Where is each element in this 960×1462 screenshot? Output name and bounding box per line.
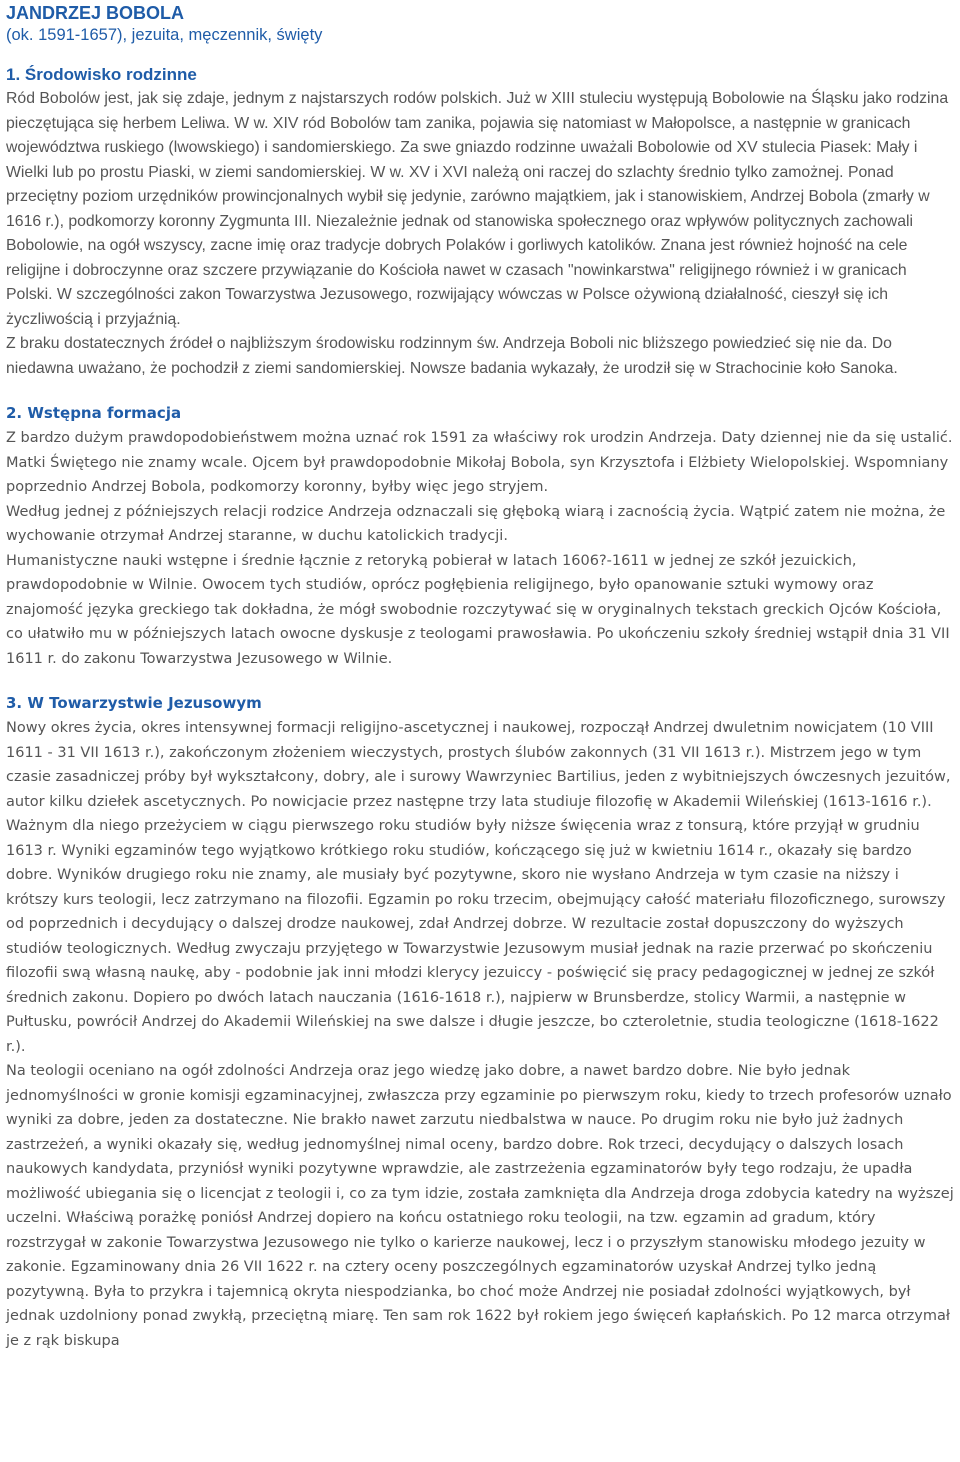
section-heading bbox=[6, 62, 954, 87]
paragraph: Z bardzo dużym prawdopodobieństwem można uznać rok 1591 za właściwy rok urodzin Andrzeja. Daty dziennej nie da się ustalić. Matki Świętego nie znamy wcale. Ojcem był prawdopodobnie Mikołaj Bobola, syn Krzysztofa i Elżbiety Wielopolskiej. Wspomniany poprzednio Andrzej Bobola, podkomorzy koronny, byłby więc jego stryjem. bbox=[6, 430, 953, 495]
section-society-of-jesus bbox=[6, 691, 954, 1353]
section-heading bbox=[6, 401, 954, 426]
paragraph: Humanistyczne nauki wstępne i średnie łącznie z retoryką pobierał w latach 1606?-1611 w jednej ze szkół jezuickich, prawdopodobnie w Wilnie. Owocem tych studiów, oprócz pogłębienia religijnego, było opanowanie sztuki wymowy oraz znajomość języka greckiego tak dokładna, że mógł swobodnie rozczytywać się w oryginalnych tekstach greckich Ojców Kościoła, co ułatwiło mu w późniejszych latach owocne dyskusje z teologami prawosławia. Po ukończeniu szkoły średniej wstąpił dnia 31 VII 1611 r. do zakonu Towarzystwa Jezusowego w Wilnie. bbox=[6, 552, 950, 667]
section-number: 1. bbox=[6, 65, 21, 84]
section-title: Wstępna formacja bbox=[27, 404, 182, 422]
section-title: W Towarzystwie Jezusowym bbox=[27, 694, 262, 712]
paragraph: Na teologii oceniano na ogół zdolności Andrzeja oraz jego wiedzę jako dobre, a nawet bardzo dobre. Nie było jednak jednomyślności w gronie komisji egzaminacyjnej, zwłaszcza przy egzaminie po pierwszym roku, kiedy to trzech profesorów uznało wyniki za dobre, jeden za dostateczne. Nie brakło nawet zarzutu niedbalstwa w nauce. Po drugim roku nie było już żadnych zastrzeżeń, a wyniki okazały się, według jednomyślnej nimal oceny, bardzo dobre. Rok trzeci, decydujący o dalszych losach naukowych kandydata, przyniósł wyniki pozytywne wprawdzie, ale zastrzeżenia egzaminatorów były tego rodzaju, że upadła możliwość ubiegania się o licencjat z teologii i, co za tym idzie, została zamknięta dla Andrzeja droga zdobycia katedry na wyższej uczelni. Właściwą porażkę poniósł Andrzej dopiero na końcu ostatniego roku teologii, na tzw. egzamin ad gradum, który rozstrzygał w zakonie Towarzystwa Jezusowego nie tylko o karierze naukowej, lecz i o przyszłym stanowisku młodego jezuity w zakonie. Egzaminowany dnia 26 VII 1622 r. na cztery oceny poszczególnych egzaminatorów uzyskał Andrzej tylko jedną pozytywną. Była to przykra i tajemnicą okryta niespodzianka, bo choć może Andrzej nie posiadał zdolności wyjątkowych, był jednak uzdolniony ponad zwykłą, przeciętną miarę. Ten sam rok 1622 był rokiem jego święceń kapłańskich. Po 12 marca otrzymał je z rąk biskupa bbox=[6, 1063, 954, 1349]
page-title: JANDRZEJ BOBOLA bbox=[6, 3, 185, 23]
section-heading bbox=[6, 691, 954, 716]
section-title: Środowisko rodzinne bbox=[24, 65, 197, 84]
paragraph: Według jednej z późniejszych relacji rodzice Andrzeja odznaczali się głęboką wiarą i zacnością życia. Wątpić zatem nie można, że wychowanie otrzymał Andrzej staranne, w duchu katolickich tradycji. bbox=[6, 503, 946, 544]
paragraph: Z braku dostatecznych źródeł o najbliższym środowisku rodzinnym św. Andrzeja Boboli nic bliższego powiedzieć się nie da. Do niedawna uważano, że pochodził z ziemi sandomierskiej. Nowsze badania wykazały, że urodził się w Strachocinie koło Sanoka. bbox=[6, 335, 898, 377]
page-subtitle: (ok. 1591-1657), jezuita, męczennik, święty bbox=[6, 26, 323, 44]
section-number: 3. bbox=[6, 694, 23, 712]
section-initial-formation bbox=[6, 401, 954, 671]
section-number: 2. bbox=[6, 404, 23, 422]
section-family-background bbox=[6, 62, 954, 381]
paragraph: Nowy okres życia, okres intensywnej formacji religijno-ascetycznej i naukowej, rozpoczął Andrzej dwuletnim nowicjatem (10 VIII 1611 - 31 VII 1613 r.), zakończonym złożeniem wieczystych, prostych ślubów zakonnych (31 VII 1613 r.). Mistrzem jego w tym czasie zasadniczej próby był wykształcony, dobry, ale i surowy Wawrzyniec Bartilius, jeden z wybitniejszych ówczesnych jezuitów, autor kilku dziełek ascetycznych. Po nowicjacie przez następne trzy lata studiuje filozofię w Akademii Wileńskiej (1613-1616 r.). Ważnym dla niego przeżyciem w ciągu pierwszego roku studiów były niższe święcenia wraz z tonsurą, które przyjął w grudniu 1613 r. Wyniki egzaminów tego wyjątkowo krótkiego roku studiów, kończącego się już w kwietniu 1614 r., okazały się bardzo dobre. Wyników drugiego roku nie znamy, ale musiały być pozytywne, skoro nie wysłano Andrzeja w tym czasie na niższy i krótszy kurs teologii, lecz zatrzymano na filozofii. Egzamin po roku trzecim, obejmujący całość materiału filozoficznego, surowszy od poprzednich i decydujący o dalszej drodze naukowej, zdał Andrzej dobrze. W rezultacie został dopuszczony do wyższych studiów teologicznych. Według zwyczaju przyjętego w Towarzystwie Jezusowym musiał jednak na razie przerwać po skończeniu filozofii swą własną naukę, aby - podobnie jak inni młodzi klerycy jezuiccy - poświęcić się pracy pedagogicznej w jednej ze szkół średnich zakonu. Dopiero po dwóch latach nauczania (1616-1618 r.), najpierw w Brunsberdze, stolicy Warmii, a następnie w Pułtusku, powrócił Andrzej do Akademii Wileńskiej na swe dalsze i długie jeszcze, bo czteroletnie, studia teologiczne (1618-1622 r.). bbox=[6, 720, 951, 1055]
paragraph: Ród Bobolów jest, jak się zdaje, jednym z najstarszych rodów polskich. Już w XIII stuleciu występują Bobolowie na Śląsku jako rodzina pieczętująca się herbem Leliwa. W w. XIV ród Bobolów tam zanika, pojawia się natomiast w Małopolsce, a następnie w granicach województwa ruskiego (lwowskiego) i sandomierskiego. Za swe gniazdo rodzinne uważali Bobolowie od XV stulecia Piasek: Mały i Wielki lub po prostu Piaski, w ziemi sandomierskiej. W w. XV i XVI należą oni raczej do szlachty średnio tylko zamożnej. Ponad przeciętny poziom urzędników prowincjonalnych wybił się jedynie, zarówno majątkiem, jak i stanowiskiem, Andrzej Bobola (zmarły w 1616 r.), podkomorzy koronny Zygmunta III. Niezależnie jednak od stanowiska społecznego oraz wpływów politycznych zachowali Bobolowie, na ogół wszyscy, zacne imię oraz tradycje dobrych Polaków i gorliwych katolików. Znana jest również hojność na cele religijne i dobroczynne oraz szczere przywiązanie do Kościoła nawet w czasach "nowinkarstwa" religijnego również i w granicach Polski. W szczególności zakon Towarzystwa Jezusowego, rozwijający wówczas w Polsce ożywioną działalność, cieszył się ich życzliwością i przyjaźnią. bbox=[6, 90, 949, 328]
